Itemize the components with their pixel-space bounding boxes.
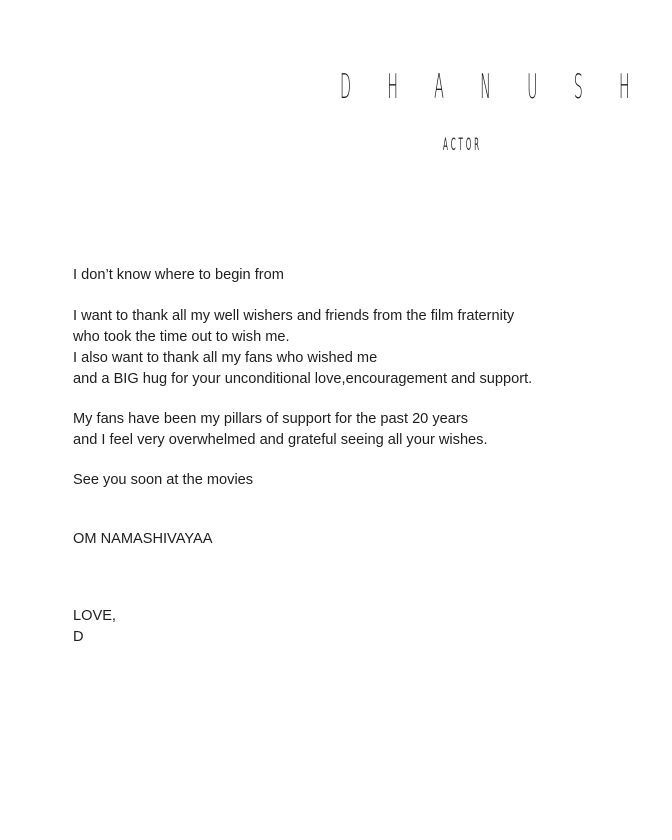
letterhead-title-letter: O	[465, 135, 472, 155]
letter-line: and a BIG hug for your unconditional love,encouragement and support.	[73, 371, 533, 387]
letterhead-name-letter: H	[619, 67, 630, 107]
letterhead-name-letter: S	[573, 67, 583, 107]
letter-line: who took the time out to wish me.	[73, 329, 290, 345]
letter-line: My fans have been my pillars of support for the past 20 years	[73, 411, 469, 427]
letter-closing-line: See you soon at the movies	[73, 472, 254, 488]
letterhead-name-letter: N	[480, 67, 491, 107]
letterhead-name-letter: U	[527, 67, 538, 107]
letter-signoff: LOVE,	[73, 608, 116, 624]
letter-line: I also want to thank all my fans who wished me	[73, 350, 378, 366]
letterhead-title-letter: T	[458, 135, 463, 155]
letter-chant: OM NAMASHIVAYAA	[73, 531, 213, 547]
letterhead-title	[443, 137, 529, 154]
letter-opening: I don’t know where to begin from	[73, 267, 284, 283]
letterhead-title-letter: R	[474, 135, 480, 155]
letterhead-name-letter: A	[434, 67, 444, 107]
letterhead-name	[340, 67, 630, 107]
letterhead-name-letter: H	[387, 67, 398, 107]
letterhead-name-letter: D	[340, 67, 351, 107]
letter-signature: D	[73, 629, 84, 645]
letter-body	[73, 265, 633, 648]
letter-line: and I feel very overwhelmed and grateful seeing all your wishes.	[73, 432, 488, 448]
letterhead-title-letter: A	[443, 135, 448, 155]
letterhead	[340, 67, 630, 155]
letter-line: I want to thank all my well wishers and friends from the film fraternity	[73, 308, 515, 324]
letterhead-title-letter: C	[450, 135, 456, 155]
